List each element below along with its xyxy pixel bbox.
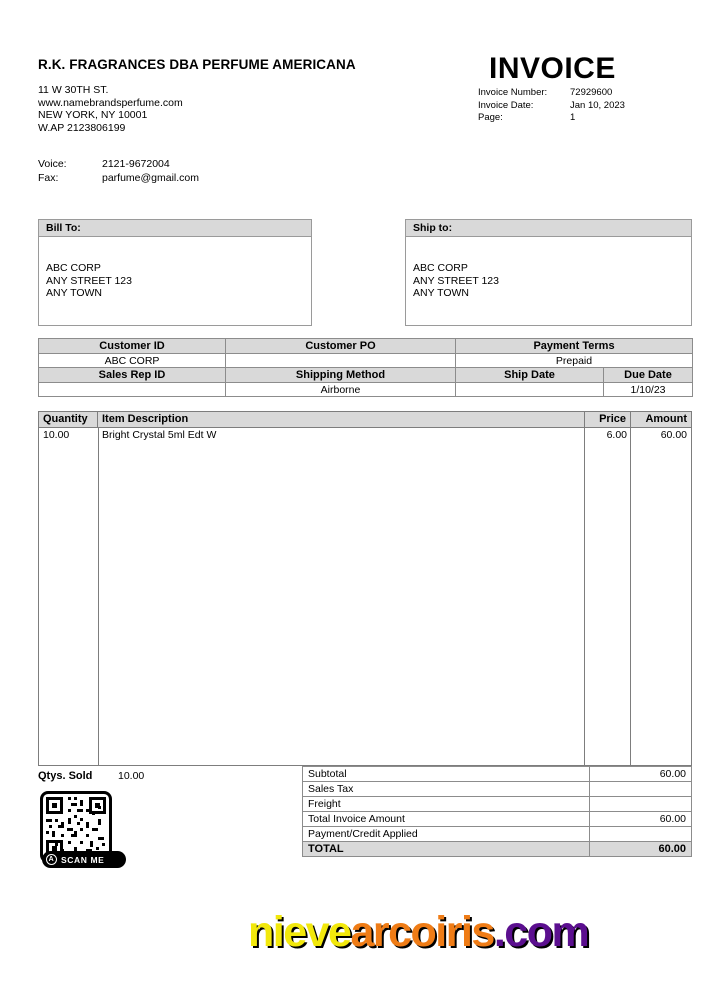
item-quantity: 10.00 — [43, 429, 70, 441]
invoice-number-label: Invoice Number: — [478, 87, 548, 98]
line-items-table — [38, 411, 692, 766]
voice-row — [38, 158, 199, 172]
column-divider — [98, 428, 99, 765]
subtotal-value: 60.00 — [590, 767, 692, 782]
ship-to-line: ANY TOWN — [413, 287, 470, 300]
sales-rep-value — [39, 383, 226, 397]
line-items-header-row — [39, 412, 691, 428]
line-items-body — [39, 428, 691, 765]
price-header: Price — [585, 412, 631, 427]
payment-terms-header: Payment Terms — [456, 339, 693, 354]
scan-me-icon: A — [46, 854, 57, 865]
qtys-sold-value: 10.00 — [118, 770, 145, 782]
watermark — [248, 908, 588, 957]
invoice-meta — [478, 87, 625, 125]
customer-po-header: Customer PO — [226, 339, 456, 354]
item-description: Bright Crystal 5ml Edt W — [102, 429, 217, 441]
fax-row — [38, 172, 199, 186]
company-address-line: www.namebrandsperfume.com — [38, 96, 183, 109]
company-contact — [38, 158, 199, 185]
bill-to-line: ABC CORP — [46, 262, 101, 274]
voice-value: 2121-9672004 — [102, 158, 170, 170]
table-row — [303, 842, 692, 857]
description-header: Item Description — [98, 412, 585, 427]
bill-to-heading: Bill To: — [39, 220, 311, 237]
fax-value: parfume@gmail.com — [102, 171, 200, 184]
table-row — [39, 383, 693, 397]
ship-to-line: ABC CORP — [413, 262, 468, 274]
total-label: TOTAL — [303, 842, 590, 857]
ship-date-value — [456, 383, 604, 397]
table-row — [303, 782, 692, 797]
column-divider — [630, 428, 631, 765]
ship-to-box — [405, 219, 692, 326]
company-address — [38, 84, 183, 134]
table-row — [303, 812, 692, 827]
company-address-line: NEW YORK, NY 10001 — [38, 109, 148, 122]
watermark-part-3: .com — [493, 908, 589, 956]
company-address-line: W.AP 2123806199 — [38, 121, 126, 134]
shipping-method-value: Airborne — [226, 383, 456, 397]
payment-credit-applied-value — [590, 827, 692, 842]
column-divider — [584, 428, 585, 765]
item-amount: 60.00 — [660, 429, 687, 441]
sales-tax-label: Sales Tax — [303, 782, 590, 797]
scan-me-badge — [42, 851, 126, 868]
customer-id-header: Customer ID — [39, 339, 226, 354]
voice-label: Voice: — [38, 158, 67, 170]
company-address-line: 11 W 30TH ST. — [38, 84, 109, 96]
watermark-part-1: nieve — [248, 908, 351, 956]
invoice-page-value: 1 — [570, 112, 576, 124]
qr-code[interactable] — [40, 791, 112, 863]
table-row — [303, 797, 692, 812]
invoice-number-value: 72929600 — [570, 87, 613, 98]
table-row — [39, 368, 693, 383]
table-row — [303, 827, 692, 842]
bill-to-line: ANY STREET 123 — [46, 274, 132, 287]
customer-info-table — [38, 338, 693, 397]
table-row — [303, 767, 692, 782]
quantity-header: Quantity — [39, 412, 98, 427]
table-row — [39, 354, 693, 368]
amount-header: Amount — [645, 413, 687, 425]
sales-rep-header: Sales Rep ID — [39, 368, 226, 383]
subtotal-label: Subtotal — [303, 767, 590, 782]
invoice-date-label: Invoice Date: — [478, 99, 534, 111]
totals-table — [302, 766, 692, 857]
company-name: R.K. FRAGRANCES DBA PERFUME AMERICANA — [38, 57, 356, 72]
invoice-page-row — [478, 112, 625, 125]
qtys-sold-label: Qtys. Sold — [38, 770, 93, 782]
invoice-date-value: Jan 10, 2023 — [570, 99, 625, 111]
table-row — [39, 428, 691, 442]
ship-to-line: ANY STREET 123 — [413, 274, 499, 287]
bill-to-line: ANY TOWN — [46, 287, 103, 300]
payment-terms-value: Prepaid — [456, 354, 693, 368]
invoice-title: INVOICE — [489, 52, 616, 85]
invoice-page-label: Page: — [478, 112, 503, 124]
shipping-method-header: Shipping Method — [226, 368, 456, 383]
scan-me-label: SCAN ME — [61, 854, 105, 865]
invoice-date-row — [478, 100, 625, 113]
ship-to-body — [406, 237, 691, 300]
freight-label: Freight — [303, 797, 590, 812]
customer-id-value: ABC CORP — [39, 354, 226, 368]
invoice-number-row — [478, 87, 625, 100]
qr-code-pattern — [46, 797, 106, 857]
due-date-header: Due Date — [604, 368, 693, 383]
payment-credit-applied-label: Payment/Credit Applied — [303, 827, 590, 842]
freight-value — [590, 797, 692, 812]
watermark-part-2: arcoiris — [350, 908, 494, 956]
sales-tax-value — [590, 782, 692, 797]
ship-to-heading: Ship to: — [406, 220, 691, 237]
total-invoice-amount-label: Total Invoice Amount — [303, 812, 590, 827]
item-price: 6.00 — [606, 429, 627, 441]
ship-date-header: Ship Date — [456, 368, 604, 383]
total-value: 60.00 — [590, 842, 692, 857]
customer-po-value — [226, 354, 456, 368]
bill-to-body — [39, 237, 311, 300]
bill-to-box — [38, 219, 312, 326]
table-row — [39, 339, 693, 354]
total-invoice-amount-value: 60.00 — [590, 812, 692, 827]
due-date-value: 1/10/23 — [604, 383, 693, 397]
fax-label: Fax: — [38, 171, 59, 184]
